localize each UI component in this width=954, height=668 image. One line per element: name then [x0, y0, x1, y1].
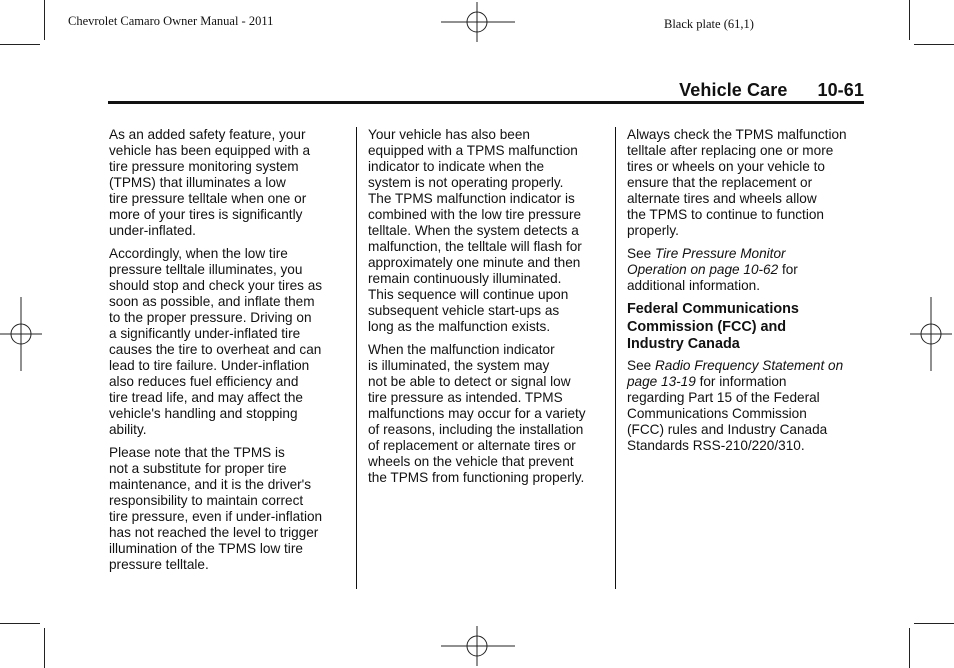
slug-right: Black plate (61,1)	[664, 17, 754, 31]
header-rule	[108, 101, 864, 104]
paragraph	[627, 358, 867, 454]
text-line	[627, 374, 867, 390]
text-line: long as the malfunction exists.	[368, 319, 551, 334]
text-line	[627, 262, 867, 278]
column-divider	[615, 127, 616, 589]
text-line: illumination of the TPMS low tire	[109, 541, 303, 556]
text-line: to the proper pressure. Driving on	[109, 310, 312, 325]
text-line: vehicle's handling and stopping	[109, 406, 298, 421]
text-line: ensure that the replacement or	[627, 175, 813, 190]
text-line: system is not operating properly.	[368, 175, 564, 190]
registration-mark-left	[0, 297, 42, 371]
text-line: soon as possible, and inflate them	[109, 294, 315, 309]
registration-mark-top	[441, 2, 515, 42]
text-line: ability.	[109, 422, 147, 437]
text-line: telltale. When the system detects a	[368, 223, 579, 238]
text-line: tire pressure monitoring system	[109, 159, 299, 174]
paragraph	[627, 127, 867, 239]
text-line: Your vehicle has also been	[368, 127, 530, 142]
text-line: regarding Part 15 of the Federal	[627, 389, 820, 405]
text-line: subsequent vehicle start-ups as	[368, 303, 560, 318]
text-line: of replacement or alternate tires or	[368, 438, 576, 453]
text-fragment: for information	[695, 373, 787, 389]
text-line: tire pressure, even if under-inflation	[109, 509, 323, 524]
text-line: is illuminated, the system may	[368, 358, 550, 373]
text-line: maintenance, and it is the driver's	[109, 477, 312, 492]
paragraph	[109, 246, 349, 438]
see-label: See	[627, 357, 655, 373]
cross-reference-link[interactable]: Radio Frequency Statement on	[654, 357, 844, 373]
text-line: telltale after replacing one or more	[627, 143, 834, 158]
text-line: tire pressure telltale when one or	[109, 191, 307, 206]
registration-mark-right	[910, 297, 952, 371]
text-line: The TPMS malfunction indicator is	[368, 191, 575, 206]
text-line: tire pressure as intended. TPMS	[368, 390, 563, 405]
paragraph	[368, 127, 608, 335]
text-line: also reduces fuel efficiency and	[109, 374, 299, 389]
text-line: When the malfunction indicator	[368, 342, 555, 357]
text-line: equipped with a TPMS malfunction	[368, 143, 578, 158]
text-line: more of your tires is significantly	[109, 207, 303, 222]
text-line: a significantly under-inflated tire	[109, 326, 301, 341]
registration-mark-bottom	[441, 626, 515, 666]
text-line: of reasons, including the installation	[368, 422, 584, 437]
text-line: pressure telltale.	[109, 557, 209, 572]
text-line: responsibility to maintain correct	[109, 493, 304, 508]
text-line: (FCC) rules and Industry Canada	[627, 421, 828, 437]
text-line: should stop and check your tires as	[109, 278, 323, 293]
column-1	[109, 127, 349, 580]
text-line	[627, 246, 867, 262]
text-fragment: for	[778, 262, 798, 277]
paragraph	[627, 246, 867, 294]
text-line: Accordingly, when the low tire	[109, 246, 288, 261]
text-line: not a substitute for proper tire	[109, 461, 287, 476]
text-line: combined with the low tire pressure	[368, 207, 582, 222]
text-line: properly.	[627, 223, 679, 238]
text-line: lead to tire failure. Under-inflation	[109, 358, 310, 373]
cross-reference-link[interactable]: Operation on page 10-62	[627, 262, 779, 277]
column-3	[627, 127, 867, 461]
text-line: not be able to detect or signal low	[368, 374, 571, 389]
text-line: remain continuously illuminated.	[368, 271, 562, 286]
text-line: indicator to indicate when the	[368, 159, 545, 174]
text-line: additional information.	[627, 278, 760, 293]
text-line: malfunctions may occur for a variety	[368, 406, 586, 421]
text-line: under-inflated.	[109, 223, 196, 238]
text-line: Please note that the TPMS is	[109, 445, 285, 460]
text-line: tires or wheels on your vehicle to	[627, 159, 825, 174]
text-line: This sequence will continue upon	[368, 287, 569, 302]
column-divider	[356, 127, 357, 589]
paragraph	[109, 445, 349, 573]
text-line: approximately one minute and then	[368, 255, 581, 270]
column-2	[368, 127, 608, 493]
text-line: malfunction, the telltale will flash for	[368, 239, 582, 254]
see-label: See	[627, 246, 655, 261]
text-line: As an added safety feature, your	[109, 127, 306, 142]
text-line: causes the tire to overheat and can	[109, 342, 322, 357]
heading-line: Commission (FCC) and	[627, 318, 787, 335]
paragraph	[368, 342, 608, 486]
text-line	[627, 358, 867, 374]
cross-reference-link[interactable]: page 13-19	[627, 373, 696, 389]
cross-reference-link[interactable]: Tire Pressure Monitor	[654, 246, 786, 261]
text-line: wheels on the vehicle that prevent	[368, 454, 574, 469]
text-line: (TPMS) that illuminates a low	[109, 175, 286, 190]
heading-line: Federal Communications	[627, 301, 799, 317]
paragraph	[109, 127, 349, 239]
text-line: Standards RSS-210/220/310.	[627, 437, 805, 453]
section-heading	[627, 301, 867, 354]
text-line: pressure telltale illuminates, you	[109, 262, 303, 277]
text-line: vehicle has been equipped with a	[109, 143, 311, 158]
text-line: tire tread life, and may affect the	[109, 390, 303, 405]
text-line: Always check the TPMS malfunction	[627, 127, 847, 142]
section-title: Vehicle Care	[679, 80, 788, 100]
text-line: the TPMS to continue to function	[627, 207, 824, 222]
text-line: has not reached the level to trigger	[109, 525, 319, 540]
page-number: 10-61	[817, 80, 864, 100]
text-line: alternate tires and wheels allow	[627, 191, 817, 206]
running-header	[679, 80, 864, 101]
text-line: the TPMS from functioning properly.	[368, 470, 585, 485]
slug-left: Chevrolet Camaro Owner Manual - 2011	[68, 14, 274, 28]
heading-line: Industry Canada	[627, 336, 740, 352]
text-line: Communications Commission	[627, 405, 807, 421]
